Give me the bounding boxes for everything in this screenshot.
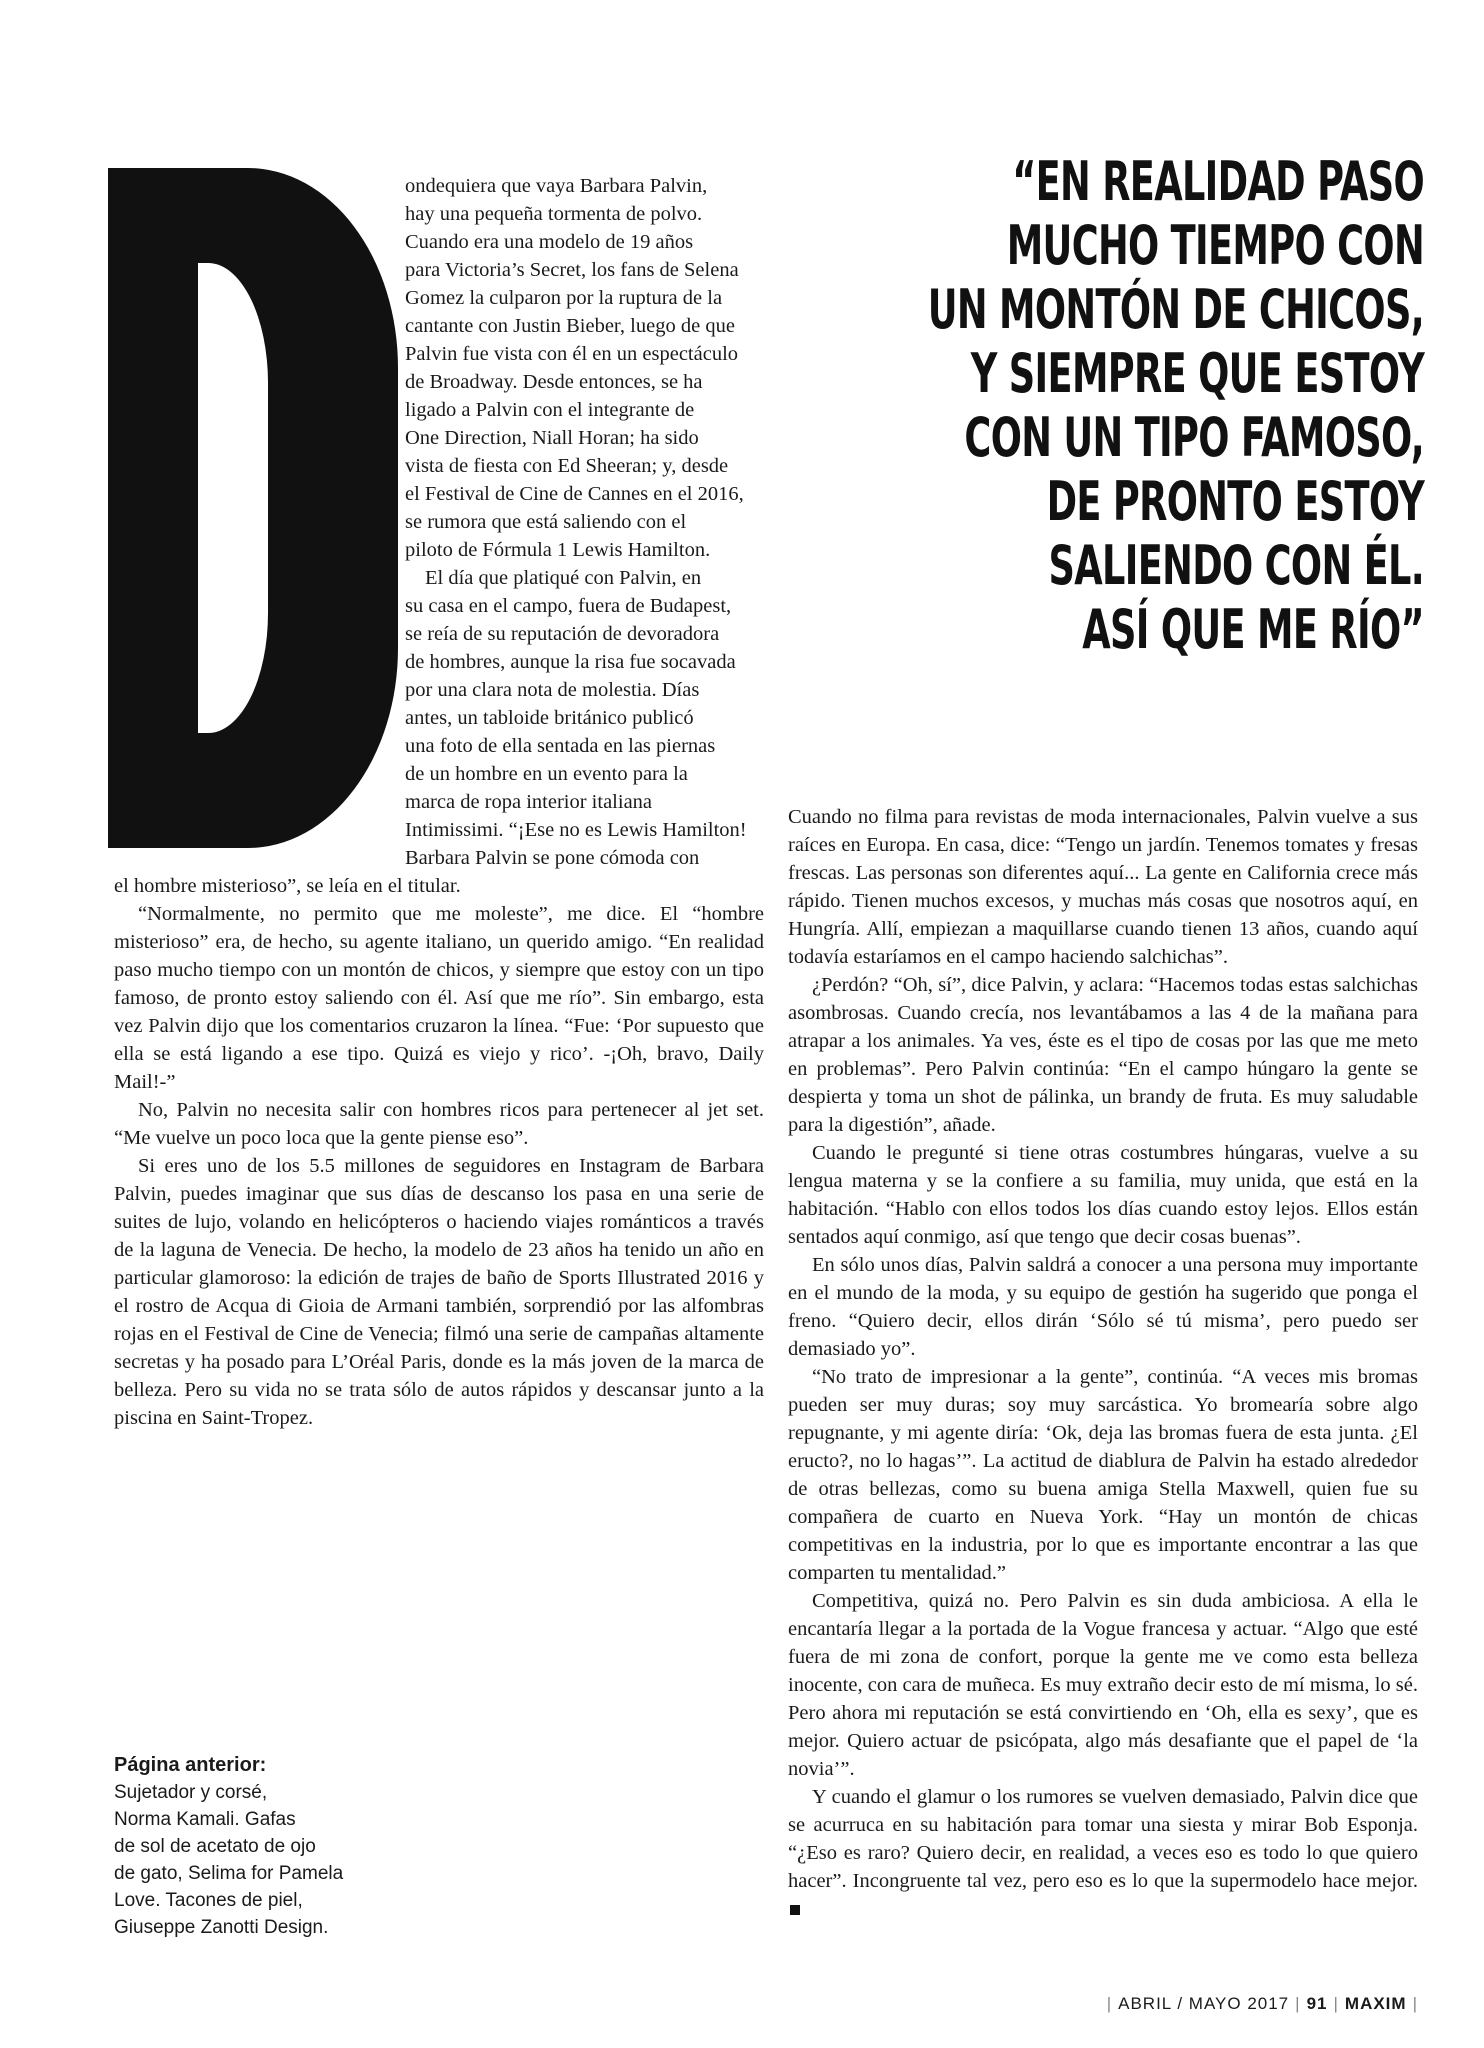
- pull-quote-line: UN MONTÓN DE CHICOS,: [927, 278, 1424, 341]
- intro-line: hay una pequeña tormenta de polvo.: [405, 203, 703, 225]
- paragraph: Competitiva, quizá no. Pero Palvin es sin duda ambiciosa. A ella le encantaría llegar a la portada de la Vogue francesa y actuar. “Algo que esté fuera de mi zona de confort, porque la gente me ve como esta belleza inocente, con cara de muñeca. Es muy extraño decir esto de mí misma, lo sé. Pero ahora mi reputación se está convirtiendo en ‘Oh, ella es sexy’, que es mejor. Quiero actuar de psicópata, algo más desafiante que el papel de ‘la novia’”.: [788, 1590, 1418, 1780]
- caption-line: Sujetador y corsé,: [114, 1782, 268, 1803]
- paragraph: “Normalmente, no permito que me moleste”, me dice. El “hombre misterioso” era, de hecho, su agente italiano, un querido amigo. “En realidad paso mucho tiempo con un montón de chicos, y siempre que estoy con un tipo famoso, de pronto estoy saliendo con él. Así que me río”. Sin embargo, esta vez Palvin dijo que los comentarios cruzaron la línea. “Fue: ‘Por supuesto que ella se está ligando a ese tipo. Quizá es viejo y rico’. -¡Oh, bravo, Daily Mail!-”: [114, 903, 764, 1093]
- pull-quote-line: SALIENDO CON ÉL.: [1048, 534, 1424, 597]
- caption-line: Norma Kamali. Gafas: [114, 1809, 296, 1830]
- intro-line: una foto de ella sentada en las piernas: [405, 735, 716, 757]
- intro-line: de un hombre en un evento para la: [405, 763, 688, 785]
- intro-line: One Direction, Niall Horan; ha sido: [405, 427, 699, 449]
- intro-line: de hombres, aunque la risa fue socavada: [405, 651, 736, 673]
- drop-cap-letter-d: [108, 168, 398, 848]
- article-left-column: [114, 872, 764, 1432]
- intro-line: piloto de Fórmula 1 Lewis Hamilton.: [405, 539, 711, 561]
- pull-quote-line: Y SIEMPRE QUE ESTOY: [970, 342, 1424, 405]
- intro-line: se rumora que está saliendo con el: [405, 511, 687, 533]
- paragraph: ¿Perdón? “Oh, sí”, dice Palvin, y aclara: “Hacemos todas estas salchichas asombrosas. Cuando crecía, nos levantábamos a las 4 de la mañana para atrapar a los animales. Ya ves, éste es el tipo de cosas por las que me meto en problemas”. Pero Palvin continúa: “En el campo húngaro la gente se despierta y toma un shot de pálinka, un brandy de fruta. Es muy saludable para la digestión”, añade.: [788, 974, 1418, 1136]
- footer-issue: ABRIL / MAYO 2017: [1118, 1994, 1290, 2013]
- intro-line: Barbara Palvin se pone cómoda con: [405, 847, 700, 869]
- intro-line: El día que platiqué con Palvin, en: [425, 567, 702, 589]
- intro-line: se reía de su reputación de devoradora: [405, 623, 720, 645]
- intro-line: ondequiera que vaya Barbara Palvin,: [405, 175, 708, 197]
- pull-quote-line: “EN REALIDAD PASO: [1012, 150, 1424, 213]
- intro-line: de Broadway. Desde entonces, se ha: [405, 371, 703, 393]
- photo-caption: [114, 1752, 414, 1941]
- paragraph: Cuando no filma para revistas de moda internacionales, Palvin vuelve a sus raíces en Europa. En casa, dice: “Tengo un jardín. Tenemos tomates y fresas frescas. Las personas son diferentes aquí... La gente en California crece más rápido. Tienen muchos excesos, y muchas más cosas que nosotros aquí, en Hungría. Allí, empiezan a maquillarse cuando tienen 13 años, cuando aquí todavía estaríamos en el campo haciendo salchichas”.: [788, 806, 1418, 968]
- pull-quote-line: ASÍ QUE ME RÍO”: [1082, 598, 1424, 661]
- paragraph: Cuando le pregunté si tiene otras costumbres húngaras, vuelve a su lengua materna y se la confiere a su familia, muy unida, que está en la habitación. “Hablo con ellos todos los días cuando estoy lejos. Ellos están sentados aquí conmigo, así que tengo que decir cosas buenas”.: [788, 1142, 1418, 1248]
- caption-line: de sol de acetato de ojo: [114, 1836, 316, 1857]
- intro-line: su casa en el campo, fuera de Budapest,: [405, 595, 732, 617]
- page-footer: [1101, 1994, 1424, 2014]
- page-number: 91: [1306, 1994, 1328, 2013]
- article-intro-column: [405, 172, 765, 872]
- footer-divider: |: [1295, 1994, 1301, 2013]
- intro-line: por una clara nota de molestia. Días: [405, 679, 700, 701]
- intro-line: vista de fiesta con Ed Sheeran; y, desde: [405, 455, 729, 477]
- footer-divider: |: [1333, 1994, 1339, 2013]
- intro-line: para Victoria’s Secret, los fans de Selena: [405, 259, 739, 281]
- pull-quote-line: DE PRONTO ESTOY: [1046, 470, 1424, 533]
- intro-line: Cuando era una modelo de 19 años: [405, 231, 694, 253]
- intro-line: cantante con Justin Bieber, luego de que: [405, 315, 735, 337]
- intro-line: Gomez la culparon por la ruptura de la: [405, 287, 723, 309]
- paragraph: “No trato de impresionar a la gente”, continúa. “A veces mis bromas pueden ser muy duras; soy muy sarcástica. Yo bromearía sobre algo repugnante, y mi agente diría: ‘Ok, deja las bromas fuera de esta junta. ¿El eructo?, no lo hagas’”. La actitud de diablura de Palvin ha estado alrededor de otras bellezas, como su buena amiga Stella Maxwell, quien fue su compañera de cuarto en Nueva York. “Hay un montón de chicas competitivas en la industria, por lo que es importante encontrar a las que comparten tu mentalidad.”: [788, 1366, 1418, 1584]
- caption-title: Página anterior:: [114, 1754, 267, 1776]
- intro-line: el Festival de Cine de Cannes en el 2016,: [405, 483, 744, 505]
- paragraph: Si eres uno de los 5.5 millones de seguidores en Instagram de Barbara Palvin, puedes imaginar que sus días de descanso los pasa en una serie de suites de lujo, volando en helicópteros o haciendo viajes románticos a través de la laguna de Venecia. De hecho, la modelo de 23 años ha tenido un año en particular glamoroso: la edición de trajes de baño de Sports Illustrated 2016 y el rostro de Acqua di Gioia de Armani también, sorprendió por las alfombras rojas en el Festival de Cine de Venecia; filmó una serie de campañas altamente secretas y ha posado para L’Oréal Paris, donde es la más joven de la marca de belleza. Pero su vida no se trata sólo de autos rápidos y descansar junto a la piscina en Saint-Tropez.: [114, 1155, 764, 1429]
- pull-quote-line: MUCHO TIEMPO CON: [1006, 214, 1424, 277]
- magazine-name: MAXIM: [1344, 1994, 1407, 2013]
- footer-divider: |: [1106, 1994, 1113, 2013]
- footer-divider: |: [1412, 1994, 1418, 2013]
- caption-line: Giuseppe Zanotti Design.: [114, 1917, 329, 1938]
- intro-line: ligado a Palvin con el integrante de: [405, 399, 695, 421]
- paragraph: No, Palvin no necesita salir con hombres ricos para pertenecer al jet set. “Me vuelve un poco loca que la gente piense eso”.: [114, 1099, 764, 1149]
- intro-line: Intimissimi. “¡Ese no es Lewis Hamilton!: [405, 819, 747, 841]
- pull-quote: [866, 150, 1424, 662]
- article-right-column: [788, 803, 1418, 1923]
- intro-line: marca de ropa interior italiana: [405, 791, 653, 813]
- final-paragraph-text: Y cuando el glamur o los rumores se vuelven demasiado, Palvin dice que se acurruca en su habitación para tomar una siesta y mirar Bob Esponja. “¿Eso es raro? Quiero decir, en realidad, a veces eso es todo lo que quiero hacer”. Incongruente tal vez, pero eso es lo que la supermodelo hace mejor.: [788, 1786, 1418, 1892]
- end-mark-icon: [790, 1905, 800, 1915]
- intro-line: Palvin fue vista con él en un espectáculo: [405, 343, 739, 365]
- intro-line: antes, un tabloide británico publicó: [405, 707, 694, 729]
- paragraph: el hombre misterioso”, se leía en el titular.: [114, 875, 461, 897]
- caption-line: de gato, Selima for Pamela: [114, 1863, 344, 1884]
- paragraph: En sólo unos días, Palvin saldrá a conocer a una persona muy importante en el mundo de la moda, y su equipo de gestión ha sugerido que ponga el freno. “Quiero decir, ellos dirán ‘Sólo sé tú misma’, pero puedo ser demasiado yo”.: [788, 1254, 1418, 1360]
- pull-quote-line: CON UN TIPO FAMOSO,: [964, 406, 1424, 469]
- caption-line: Love. Tacones de piel,: [114, 1890, 303, 1911]
- paragraph-final: [788, 1783, 1418, 1923]
